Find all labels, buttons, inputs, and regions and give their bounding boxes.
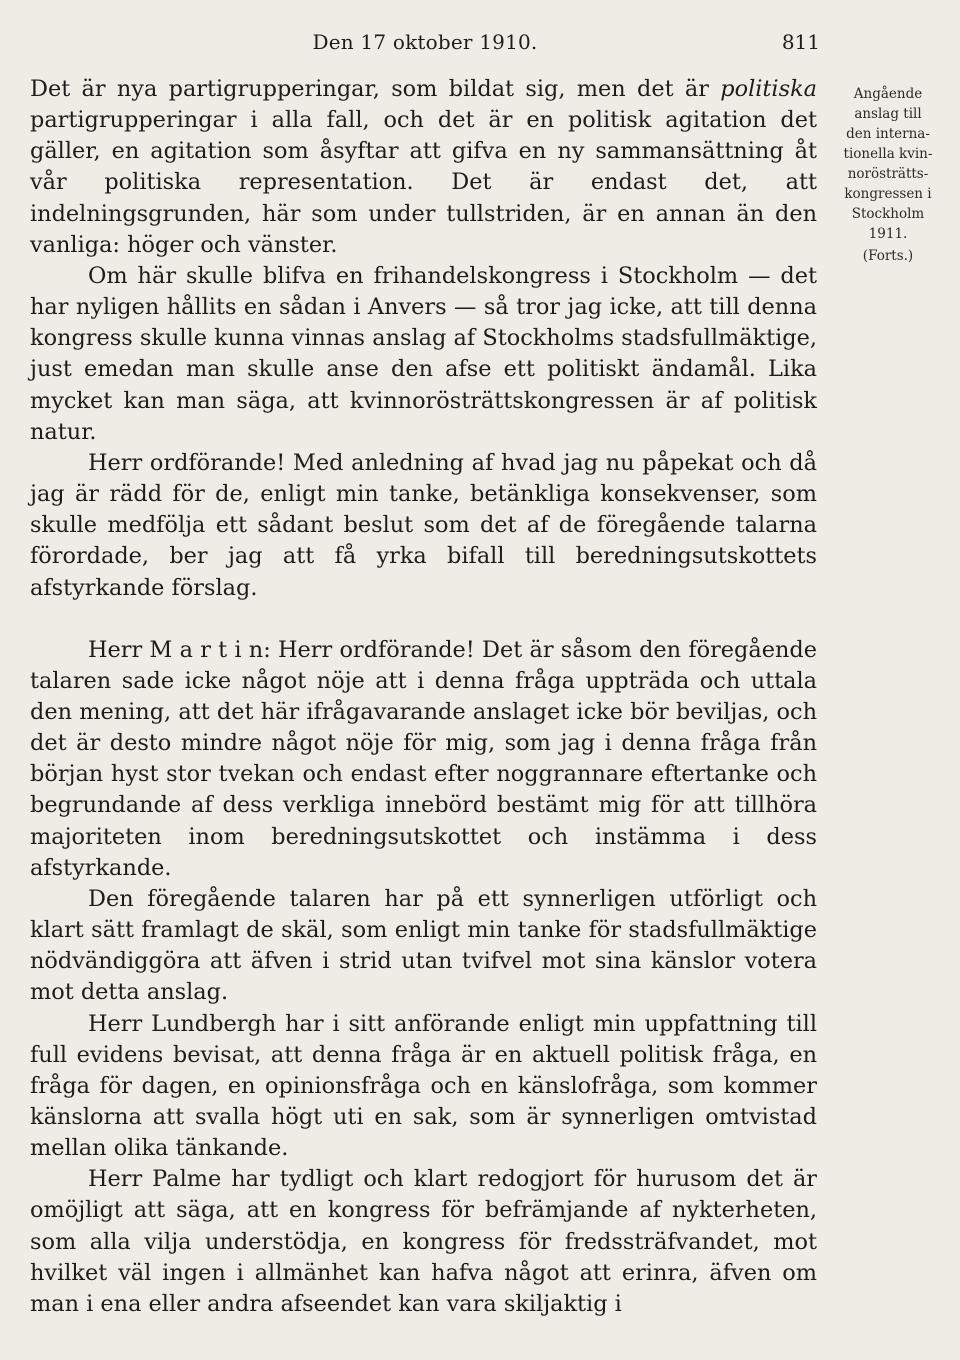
paragraph-text: Herr M a r t i n: Herr ordförande! Det är såsom den föregående talaren sade icke något nöje att i denna fråga uppträda och uttala den mening, att det här ifrågavarande anslaget icke bör beviljas, och det är desto mindre något nöje för mig, som jag i denna fråga från början hyst stor tvekan och endast efter noggrannare eftertanke och begrundande af dess verkliga innebörd bestämt mig för att tillhöra majoriteten inom beredningsutskottet och instämma i dess afstyrkande. [30, 636, 817, 881]
margin-note-continued: (Forts.) [862, 248, 914, 264]
paragraph-text: partigrupperingar i alla fall, och det är en politisk agitation det gäller, en agitation som åsyftar att gifva en ny sammansättning åt vår politiska representation. Det är endast det, att indelningsgrunden, här som under tullstriden, är en annan än den vanliga: höger och vänster. [30, 107, 817, 258]
emphasized-word: politiska [720, 76, 817, 102]
margin-note-line: norösträtts- [847, 166, 929, 182]
page-number: 811 [781, 30, 820, 54]
margin-note [826, 84, 950, 266]
paragraph-text: Det är nya partigrupperingar, som bildat sig, men det är [30, 76, 721, 102]
paragraph [30, 261, 817, 448]
paragraph-text: Om här skulle blifva en frihandelskongress i Stockholm — det har nyligen hållits en sådan i Anvers — så tror jag icke, att till denna kongress skulle kunna vinnas anslag af Stockholms stadsfullmäktige, just emedan man skulle anse den afse ett politiskt ändamål. Lika mycket kan man säga, att kvinnorösträttskongressen är af politisk natur. [30, 262, 817, 445]
margin-note-line: Stockholm [851, 206, 925, 222]
margin-note-line: tionella kvin- [843, 146, 933, 162]
paragraph [30, 448, 817, 604]
margin-note-line: Angående [853, 86, 923, 102]
paragraph [30, 884, 817, 1009]
paragraph [30, 1164, 817, 1320]
paragraph-text: Herr Palme har tydligt och klart redogjort för hurusom det är omöjligt att säga, att en kongress för befrämjande af nykterheten, som alla vilja understödja, en kongress för fredssträfvandet, mot hvilket väl ingen i allmänhet kan hafva något att erinra, äfven om man i ena eller andra afseendet kan vara skiljaktig i [30, 1166, 817, 1317]
margin-note-line: anslag till [854, 106, 922, 122]
margin-note-line: kongressen i [844, 186, 932, 202]
paragraph [30, 1009, 817, 1165]
paragraph [30, 74, 817, 261]
page-header [30, 30, 820, 58]
paragraph-text: Herr ordförande! Med anledning af hvad jag nu påpekat och då jag är rädd för de, enligt min tanke, betänkliga konsekvenser, som skulle medfölja ett sådant beslut som det af de föregående talarna förordade, ber jag att få yrka bifall till beredningsutskottets afstyrkande förslag. [30, 449, 817, 601]
paragraph-text: Den föregående talaren har på ett synnerligen utförligt och klart sätt framlagt de skäl, som enligt min tanke för stadsfullmäktige nödvändiggöra att äfven i strid utan tvifvel mot sina känslor votera mot detta anslag. [30, 885, 817, 1006]
margin-note-line: den interna- [846, 126, 930, 142]
paragraph [30, 635, 817, 884]
body-text [30, 74, 817, 1320]
margin-note-line: 1911. [868, 226, 908, 242]
header-date: Den 17 oktober 1910. [312, 30, 538, 54]
paragraph-text: Herr Lundbergh har i sitt anförande enligt min uppfattning till full evidens bevisat, att denna fråga är en aktuell politisk fråga, en fråga för dagen, en opinionsfråga och en känslofråga, som kommer känslorna att svalla högt uti en sak, som är synnerligen omtvistad mellan olika tänkande. [30, 1010, 817, 1162]
